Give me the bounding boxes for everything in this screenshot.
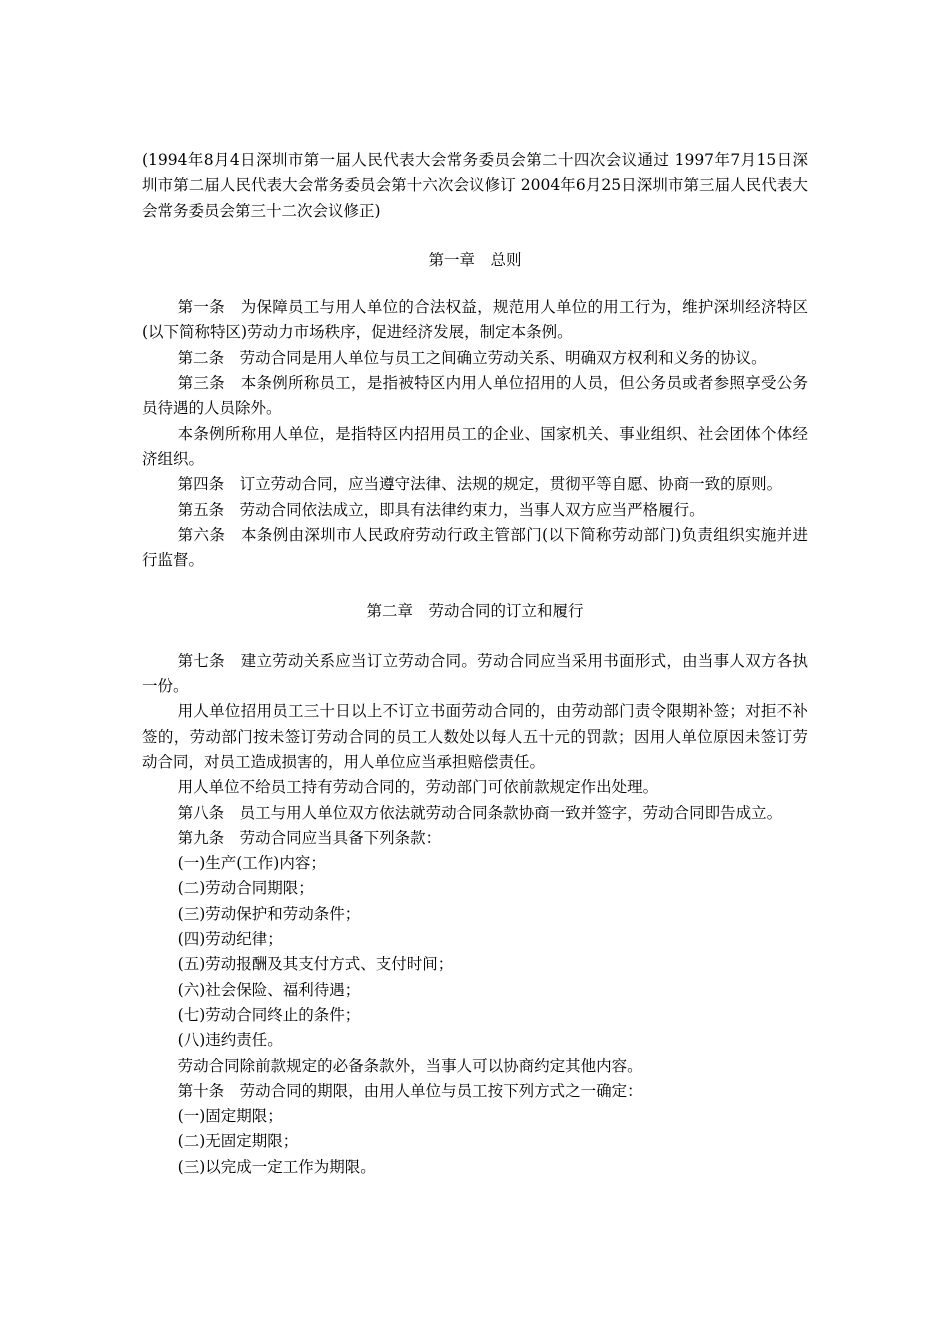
article-10-item-1: (一)固定期限； bbox=[177, 1107, 283, 1126]
chapter-2-title: 第二章 劳动合同的订立和履行 bbox=[366, 602, 584, 621]
article-10: 第十条 劳动合同的期限，由用人单位与员工按下列方式之一确定： bbox=[177, 1081, 643, 1100]
article-3: 第三条 本条例所称员工，是指被特区内用人单位招用的人员，但公务员或者参照享受公务员待遇的人员除外。 bbox=[142, 374, 808, 418]
article-7-paragraph-3: 用人单位不给员工持有劳动合同的，劳动部门可依前款规定作出处理。 bbox=[177, 778, 659, 797]
chapter-1-body bbox=[142, 295, 808, 573]
preamble: (1994年8月4日深圳市第一届人民代表大会常务委员会第二十四次会议通过 1997年7月15日深圳市第二届人民代表大会常务委员会第十六次会议修订 2004年6月25日深圳市第三届人民代表大会常务委员会第三十二次会议修正) bbox=[142, 151, 808, 220]
article-9-item-5: (五)劳动报酬及其支付方式、支付时间； bbox=[177, 955, 454, 974]
article-2: 第二条 劳动合同是用人单位与员工之间确立劳动关系、明确双方权利和义务的协议。 bbox=[177, 348, 767, 367]
article-10-item-2: (二)无固定期限； bbox=[177, 1132, 299, 1151]
article-6: 第六条 本条例由深圳市人民政府劳动行政主管部门(以下简称劳动部门)负责组织实施并进行监督。 bbox=[142, 525, 808, 570]
article-9-item-3: (三)劳动保护和劳动条件； bbox=[177, 904, 361, 923]
article-3-paragraph-2: 本条例所称用人单位，是指特区内招用员工的企业、国家机关、事业组织、社会团体个体经济组织。 bbox=[142, 424, 808, 468]
article-9-item-6: (六)社会保险、福利待遇； bbox=[177, 980, 361, 999]
article-9-item-7: (七)劳动合同终止的条件； bbox=[177, 1005, 361, 1024]
article-9-item-4: (四)劳动纪律； bbox=[177, 930, 283, 949]
article-9: 第九条 劳动合同应当具备下列条款： bbox=[177, 828, 442, 847]
article-4: 第四条 订立劳动合同，应当遵守法律、法规的规定，贯彻平等自愿、协商一致的原则。 bbox=[177, 475, 783, 494]
article-9-item-2: (二)劳动合同期限； bbox=[177, 879, 314, 898]
article-9-item-1: (一)生产(工作)内容； bbox=[177, 854, 326, 873]
chapter-2-body bbox=[142, 649, 808, 1180]
article-10-item-3: (三)以完成一定工作为期限。 bbox=[177, 1157, 376, 1176]
document-page bbox=[142, 148, 808, 1180]
article-1: 第一条 为保障员工与用人单位的合法权益，规范用人单位的用工行为，维护深圳经济特区(以下简称特区)劳动力市场秩序，促进经济发展，制定本条例。 bbox=[142, 298, 808, 342]
article-7: 第七条 建立劳动关系应当订立劳动合同。劳动合同应当采用书面形式，由当事人双方各执一份。 bbox=[142, 651, 808, 696]
article-9-paragraph-2: 劳动合同除前款规定的必备条款外，当事人可以协商约定其他内容。 bbox=[177, 1056, 643, 1075]
article-8: 第八条 员工与用人单位双方依法就劳动合同条款协商一致并签字，劳动合同即告成立。 bbox=[177, 803, 783, 822]
article-5: 第五条 劳动合同依法成立，即具有法律约束力，当事人双方应当严格履行。 bbox=[177, 500, 705, 519]
article-7-paragraph-2: 用人单位招用员工三十日以上不订立书面劳动合同的，由劳动部门责令限期补签；对拒不补签的，劳动部门按未签订劳动合同的员工人数处以每人五十元的罚款；因用人单位原因未签订劳动合同，对员工造成损害的，用人单位应当承担赔偿责任。 bbox=[142, 702, 808, 771]
article-9-item-8: (八)违约责任。 bbox=[177, 1031, 283, 1050]
chapter-1-title: 第一章 总则 bbox=[428, 250, 522, 269]
